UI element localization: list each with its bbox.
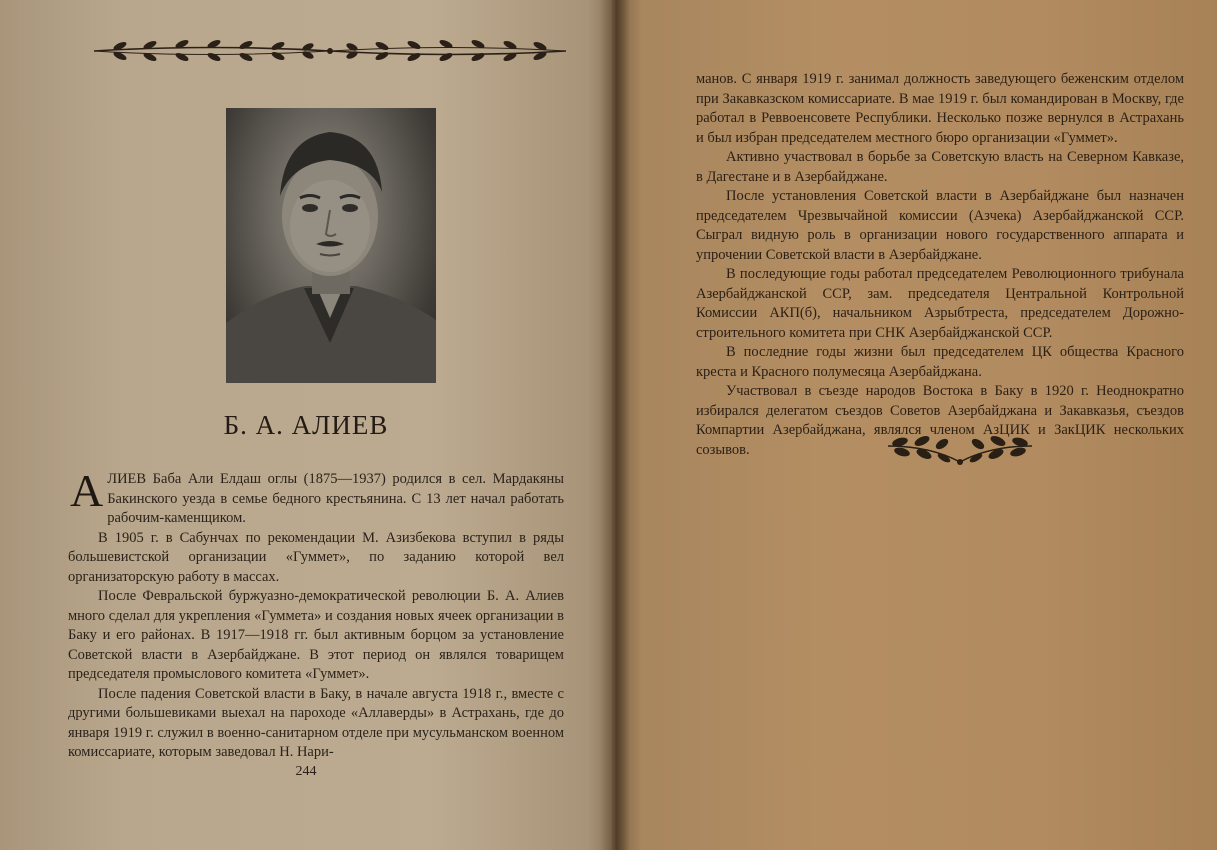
paragraph: В 1905 г. в Сабунчах по рекомендации М. Азизбекова вступил в ряды большевистской организации «Гуммет», по заданию которой вел организаторскую работу в массах. <box>68 529 564 585</box>
paragraph: В последние годы жизни был председателем ЦК общества Красного креста и Красного полумесяца Азербайджана. <box>696 344 1184 380</box>
portrait-photo <box>226 108 436 383</box>
right-page-text <box>696 70 1184 460</box>
page-number: 244 <box>295 764 317 779</box>
drop-cap: А <box>70 465 104 516</box>
laurel-ornament-bottom <box>880 432 1040 468</box>
paragraph: После падения Советской власти в Баку, в начале августа 1918 г., вместе с другими большевиками выехал на пароходе «Аллаверды» в Астрахань, где до января 1919 г. служил в военно-санитарном отделе при мусульманском военном комиссариате, которым заведовал Н. Нари- <box>68 685 564 760</box>
right-page <box>612 0 1217 850</box>
paragraph: Участвовал в съезде народов Востока в Баку в 1920 г. Неоднократно избирался делегатом съездов Советов Азербайджана и Закавказья, съездов Компартии Азербайджана, являлся членом АзЦИК и ЗакЦИК нескольких созывов. <box>696 383 1184 458</box>
laurel-ornament-top <box>90 38 570 64</box>
left-page-text <box>68 465 564 763</box>
paragraph: манов. С января 1919 г. занимал должность заведующего беженским отделом при Закавказском комиссариате. В мае 1919 г. был командирован в Москву, где работал в Реввоенсовете Республики. Несколько позже вернулся в Астрахань и был избран председателем местного бюро организации «Гуммет». <box>696 71 1184 146</box>
paragraph: После Февральской буржуазно-демократической революции Б. А. Алиев много сделал для укрепления «Гуммета» и создания новых ячеек организации в Баку и его районах. В 1917—1918 гг. был активным борцом за установление Советской власти в Азербайджане. В этот период он являлся товарищем председателя промыслового комитета «Гуммет». <box>68 588 564 682</box>
paragraph: Активно участвовал в борьбе за Советскую власть на Северном Кавказе, в Дагестане и в Азербайджане. <box>696 149 1184 185</box>
paragraph: АЛИЕВ Баба Али Елдаш оглы (1875—1937) родился в сел. Мардакяны Бакинского уезда в семье бедного крестьянина. С 13 лет начал работать рабочим-каменщиком. <box>70 465 564 526</box>
paragraph: В последующие годы работал председателем Революционного трибунала Азербайджанской ССР, зам. председателя Центральной Контрольной Комиссии АКП(б), начальником Азрыбтреста, председателем Дорожно-строительного комитета при СНК Азербайджанской ССР. <box>696 266 1184 341</box>
portrait-caption: Б. А. АЛИЕВ <box>223 410 389 440</box>
paragraph: После установления Советской власти в Азербайджане был назначен председателем Чрезвычайной комиссии (Азчека) Азербайджанской ССР. Сыграл видную роль в организации нового государственного аппарата и упрочении Советской власти в Азербайджане. <box>696 188 1184 263</box>
